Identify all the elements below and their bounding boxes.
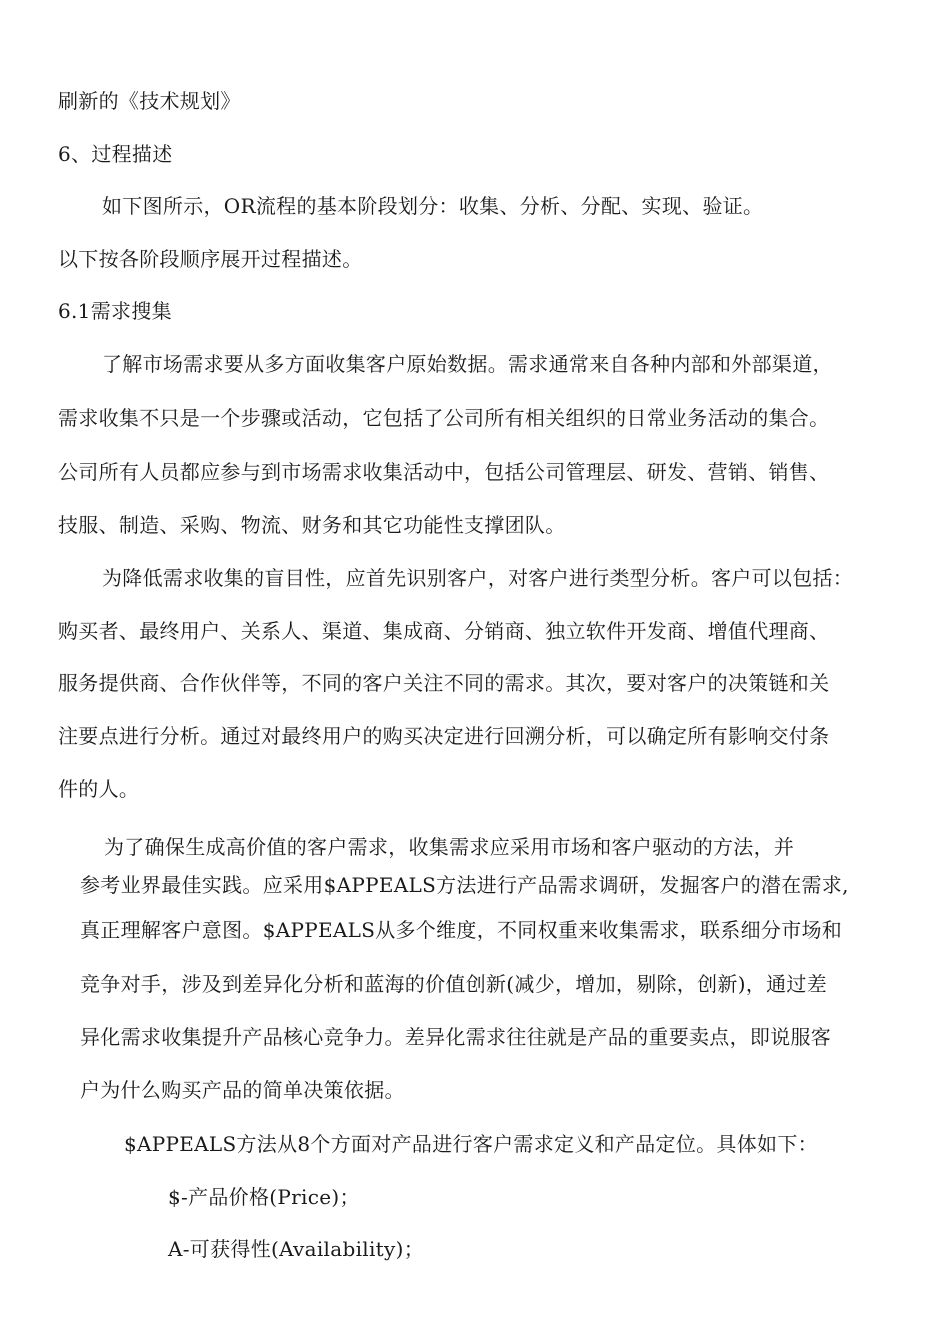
list-item: A-可获得性(Availability)； — [168, 1237, 425, 1261]
paragraph-line: 异化需求收集提升产品核心竞争力。差异化需求往往就是产品的重要卖点，即说服客 — [80, 1025, 832, 1049]
paragraph-line: 购买者、最终用户、关系人、渠道、集成商、分销商、独立软件开发商、增值代理商、 — [58, 619, 830, 643]
paragraph-line: 真正理解客户意图。$APPEALS从多个维度，不同权重来收集需求，联系细分市场和 — [80, 918, 843, 942]
paragraph-line: 公司所有人员都应参与到市场需求收集活动中，包括公司管理层、研发、营销、销售、 — [58, 460, 830, 484]
paragraph-line: 技服、制造、采购、物流、财务和其它功能性支撑团队。 — [58, 513, 566, 537]
paragraph-line: 了解市场需求要从多方面收集客户原始数据。需求通常来自各种内部和外部渠道， — [102, 352, 833, 376]
section-heading: 6、过程描述 — [58, 142, 173, 166]
paragraph-line: 竞争对手，涉及到差异化分析和蓝海的价值创新(减少，增加，剔除，创新)，通过差 — [80, 972, 828, 996]
paragraph-line: 服务提供商、合作伙伴等，不同的客户关注不同的需求。其次，要对客户的决策链和关 — [58, 671, 830, 695]
paragraph-line: 以下按各阶段顺序展开过程描述。 — [58, 247, 363, 271]
text-line: 刷新的《技术规划》 — [58, 89, 241, 113]
paragraph-line: 为降低需求收集的盲目性，应首先识别客户，对客户进行类型分析。客户可以包括： — [102, 566, 854, 590]
paragraph-line: 户为什么购买产品的简单决策依据。 — [80, 1078, 405, 1102]
paragraph-line: 为了确保生成高价值的客户需求，收集需求应采用市场和客户驱动的方法，并 — [104, 835, 795, 859]
paragraph-line: 件的人。 — [58, 777, 140, 801]
paragraph-line: 注要点进行分析。通过对最终用户的购买决定进行回溯分析，可以确定所有影响交付条 — [58, 724, 830, 748]
paragraph-line: $APPEALS方法从8个方面对产品进行客户需求定义和产品定位。具体如下： — [124, 1132, 818, 1156]
list-item: $-产品价格(Price)； — [168, 1185, 360, 1209]
paragraph-line: 参考业界最佳实践。应采用$APPEALS方法进行产品需求调研，发掘客户的潜在需求, — [80, 873, 849, 897]
subsection-heading: 6.1需求搜集 — [58, 299, 172, 323]
paragraph-line: 需求收集不只是一个步骤或活动，它包括了公司所有相关组织的日常业务活动的集合。 — [58, 406, 830, 430]
paragraph-line: 如下图所示，OR流程的基本阶段划分：收集、分析、分配、实现、验证。 — [102, 194, 764, 218]
